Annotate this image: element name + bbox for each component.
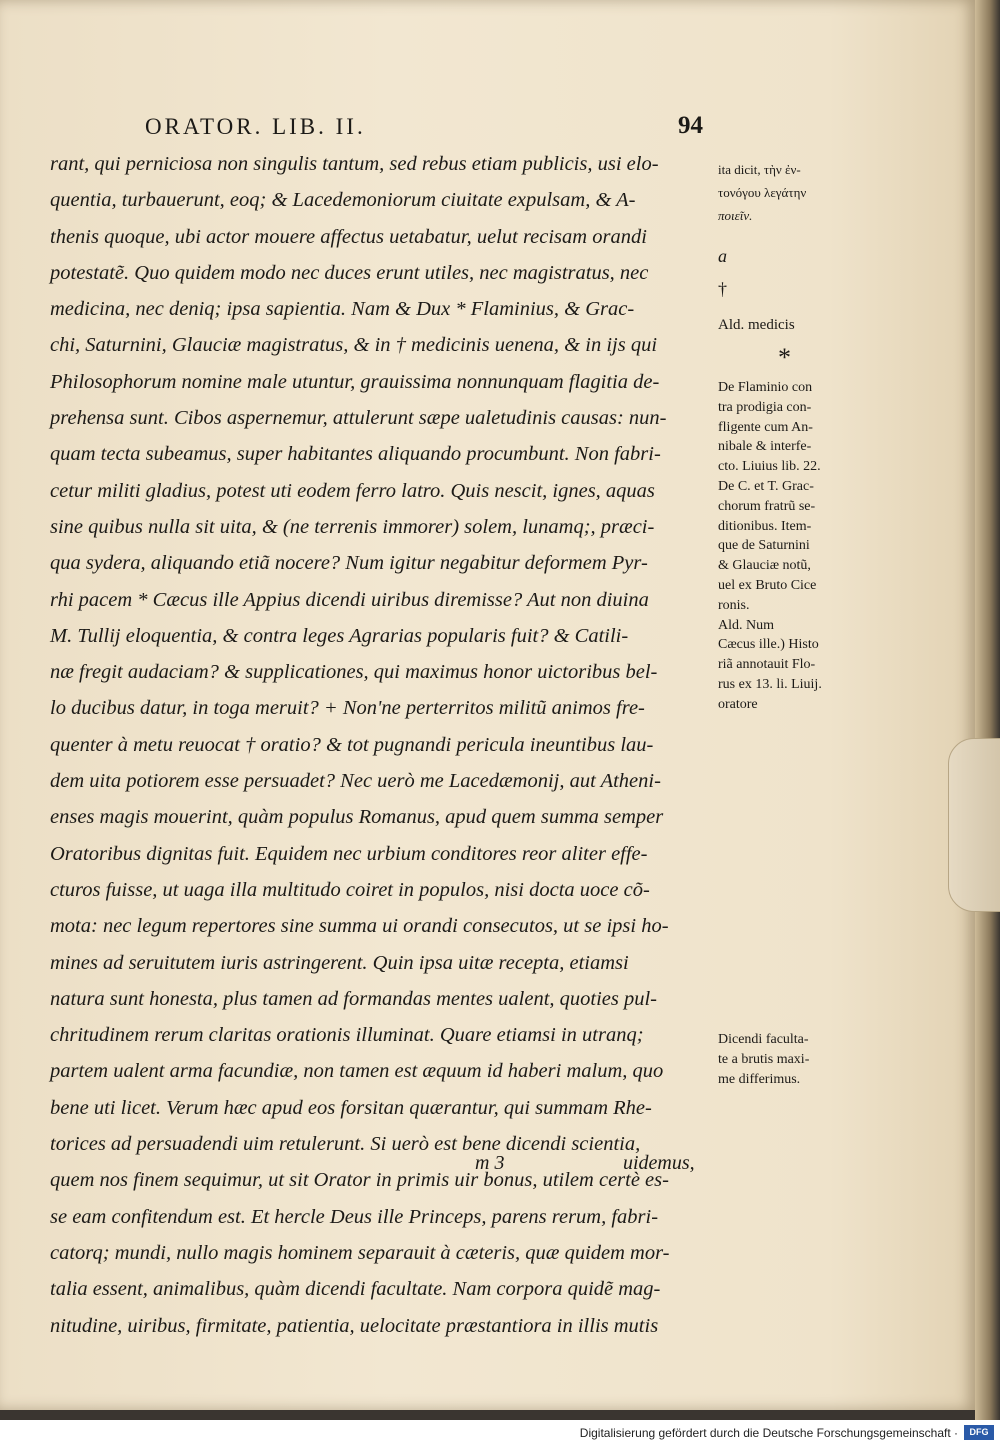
margin-line: & Glauciæ notũ, <box>718 558 811 574</box>
text-line: thenis quoque, ubi actor mouere affectus uetabatur, uelut recisam orandi <box>50 225 647 248</box>
text-line: nitudine, uiribus, firmitate, patientia, uelocitate præstantiora in illis mutis <box>50 1314 659 1337</box>
text-line: mota: nec legum repertores sine summa ui orandi consecutos, ut se ipsi ho- <box>50 915 669 938</box>
text-line: dem uita potiorem esse persuadet? Nec uerò me Lacedæmonij, aut Atheni- <box>50 770 661 793</box>
text-line: quam tecta subeamus, super habitantes aliquando procumbunt. Non fabri- <box>50 443 661 466</box>
margin-note-dicendi <box>718 1030 809 1089</box>
text-line: torices ad persuadendi uim retulerunt. Si uerò est bene dicendi scientia, <box>50 1133 641 1156</box>
margin-line: riã annotauit Flo- <box>718 657 816 673</box>
text-line: se eam confitendum est. Et hercle Deus ille Princeps, parens rerum, fabri- <box>50 1205 659 1228</box>
text-line: partem ualent arma facundiæ, non tamen est æquum id haberi malum, quo <box>50 1060 664 1083</box>
text-line: cturos fuisse, ut uaga illa multitudo coiret in populos, nisi docta uoce cõ- <box>50 878 650 901</box>
footer-bar <box>0 1420 1000 1447</box>
margin-line: ποιεῖν. <box>718 207 753 223</box>
margin-marker-a: a <box>718 246 727 266</box>
margin-line: Ald. Num <box>718 617 774 633</box>
text-line: natura sunt honesta, plus tamen ad formandas mentes ualent, quoties pul- <box>50 987 658 1010</box>
text-line: Oratoribus dignitas fuit. Equidem nec urbium conditores reor aliter effe- <box>50 842 648 865</box>
margin-line: nibale & interfe- <box>718 439 812 455</box>
margin-line: cto. Liuius lib. 22. <box>718 459 821 475</box>
signature-mark: m 3 <box>475 1152 505 1174</box>
margin-line: τονόγου λεγάτην <box>718 184 807 200</box>
page-edge <box>975 0 1000 1420</box>
margin-line: ronis. <box>718 597 750 613</box>
margin-line: te a brutis maxi- <box>718 1051 810 1067</box>
text-line: mines ad seruitutem iuris astringerent. Quin ipsa uitæ recepta, etiamsi <box>50 951 629 974</box>
text-line: talia essent, animalibus, quàm dicendi facultate. Nam corpora quidẽ mag- <box>50 1278 661 1301</box>
margin-note-flaminio <box>718 378 822 715</box>
text-line: qua sydera, aliquando etiã nocere? Num igitur negabitur deformem Pyr- <box>50 552 648 575</box>
catchword: uidemus, <box>623 1152 695 1174</box>
margin-line: me differimus. <box>718 1071 801 1087</box>
text-line: M. Tullij eloquentia, & contra leges Agrarias popularis fuit? & Catili- <box>50 624 629 647</box>
margin-line: oratore <box>718 696 758 712</box>
text-line: quem nos finem sequimur, ut sit Orator in primis uir bonus, utilem certè es- <box>50 1169 669 1192</box>
text-line: lo ducibus datur, in toga meruit? + Non'ne perterritos militũ animos fre- <box>50 697 645 720</box>
text-line: quenter à metu reuocat † oratio? & tot pugnandi pericula ineuntibus lau- <box>50 733 654 756</box>
main-text-block <box>50 146 715 1344</box>
folio-number: 94 <box>678 112 703 139</box>
margin-line: uel ex Bruto Cice <box>718 577 817 593</box>
margin-line: chorum fratrũ se- <box>718 498 816 514</box>
text-line: catorq; mundi, nullo magis hominem separauit à cæteris, quæ quidem mor- <box>50 1241 670 1264</box>
margin-line: que de Saturnini <box>718 538 810 554</box>
text-line: cetur militi gladius, potest uti eodem ferro latro. Quis nescit, ignes, aquas <box>50 479 655 502</box>
text-line: bene uti licet. Verum hæc apud eos forsitan quærantur, qui summam Rhe- <box>50 1096 652 1119</box>
margin-dagger: † <box>718 279 727 299</box>
margin-line: De C. et T. Grac- <box>718 478 814 494</box>
margin-line: tra prodigia con- <box>718 399 812 415</box>
dfg-logo: DFG <box>964 1425 994 1440</box>
margin-note-ald-medicis: Ald. medicis <box>718 317 795 333</box>
margin-note-greek <box>718 160 806 225</box>
page-tab <box>948 738 1000 912</box>
margin-line: Dicendi faculta- <box>718 1032 809 1047</box>
text-line: næ fregit audaciam? & supplicationes, qui maximus honor uictoribus bel- <box>50 661 658 684</box>
text-line: rant, qui perniciosa non singulis tantum, sed rebus etiam publicis, usi elo- <box>50 153 659 175</box>
text-line: sine quibus nulla sit uita, & (ne terrenis immorer) solem, lunamq;, præci- <box>50 515 655 538</box>
text-line: rhi pacem * Cæcus ille Appius dicendi uiribus diremisse? Aut non diuina <box>50 588 649 611</box>
running-head: ORATOR. LIB. II. <box>145 114 366 139</box>
margin-line: ditionibus. Item- <box>718 518 812 534</box>
margin-star: * <box>778 343 791 372</box>
footer-credit: Digitalisierung gefördert durch die Deutsche Forschungsgemeinschaft · <box>579 1426 958 1440</box>
text-line: medicina, nec deniq; ipsa sapientia. Nam & Dux * Flaminius, & Grac- <box>50 298 635 321</box>
margin-line: ita dicit, τὴν ἐν- <box>718 162 801 177</box>
text-line: enses magis mouerint, quàm populus Romanus, apud quem summa semper <box>50 806 664 829</box>
margin-line: fligente cum An- <box>718 419 813 435</box>
text-line: chritudinem rerum claritas orationis illuminat. Quare etiamsi in utranq; <box>50 1024 644 1047</box>
text-line: potestatẽ. Quo quidem modo nec duces erunt utiles, nec magistratus, nec <box>50 261 649 284</box>
text-line: Philosophorum nomine male utuntur, grauissima nonnunquam flagitia de- <box>50 370 660 393</box>
margin-line: Cæcus ille.) Histo <box>718 637 819 653</box>
margin-line: rus ex 13. li. Liuij. <box>718 676 822 692</box>
text-line: prehensa sunt. Cibos aspernemur, attulerunt sæpe ualetudinis causas: nun- <box>50 407 667 430</box>
margin-line: De Flaminio con <box>718 380 813 395</box>
text-line: quentia, turbauerunt, eoq; & Lacedemoniorum ciuitate expulsam, & A- <box>50 189 636 212</box>
text-line: chi, Saturnini, Glauciæ magistratus, & in † medicinis uenena, & in ijs qui <box>50 334 658 357</box>
